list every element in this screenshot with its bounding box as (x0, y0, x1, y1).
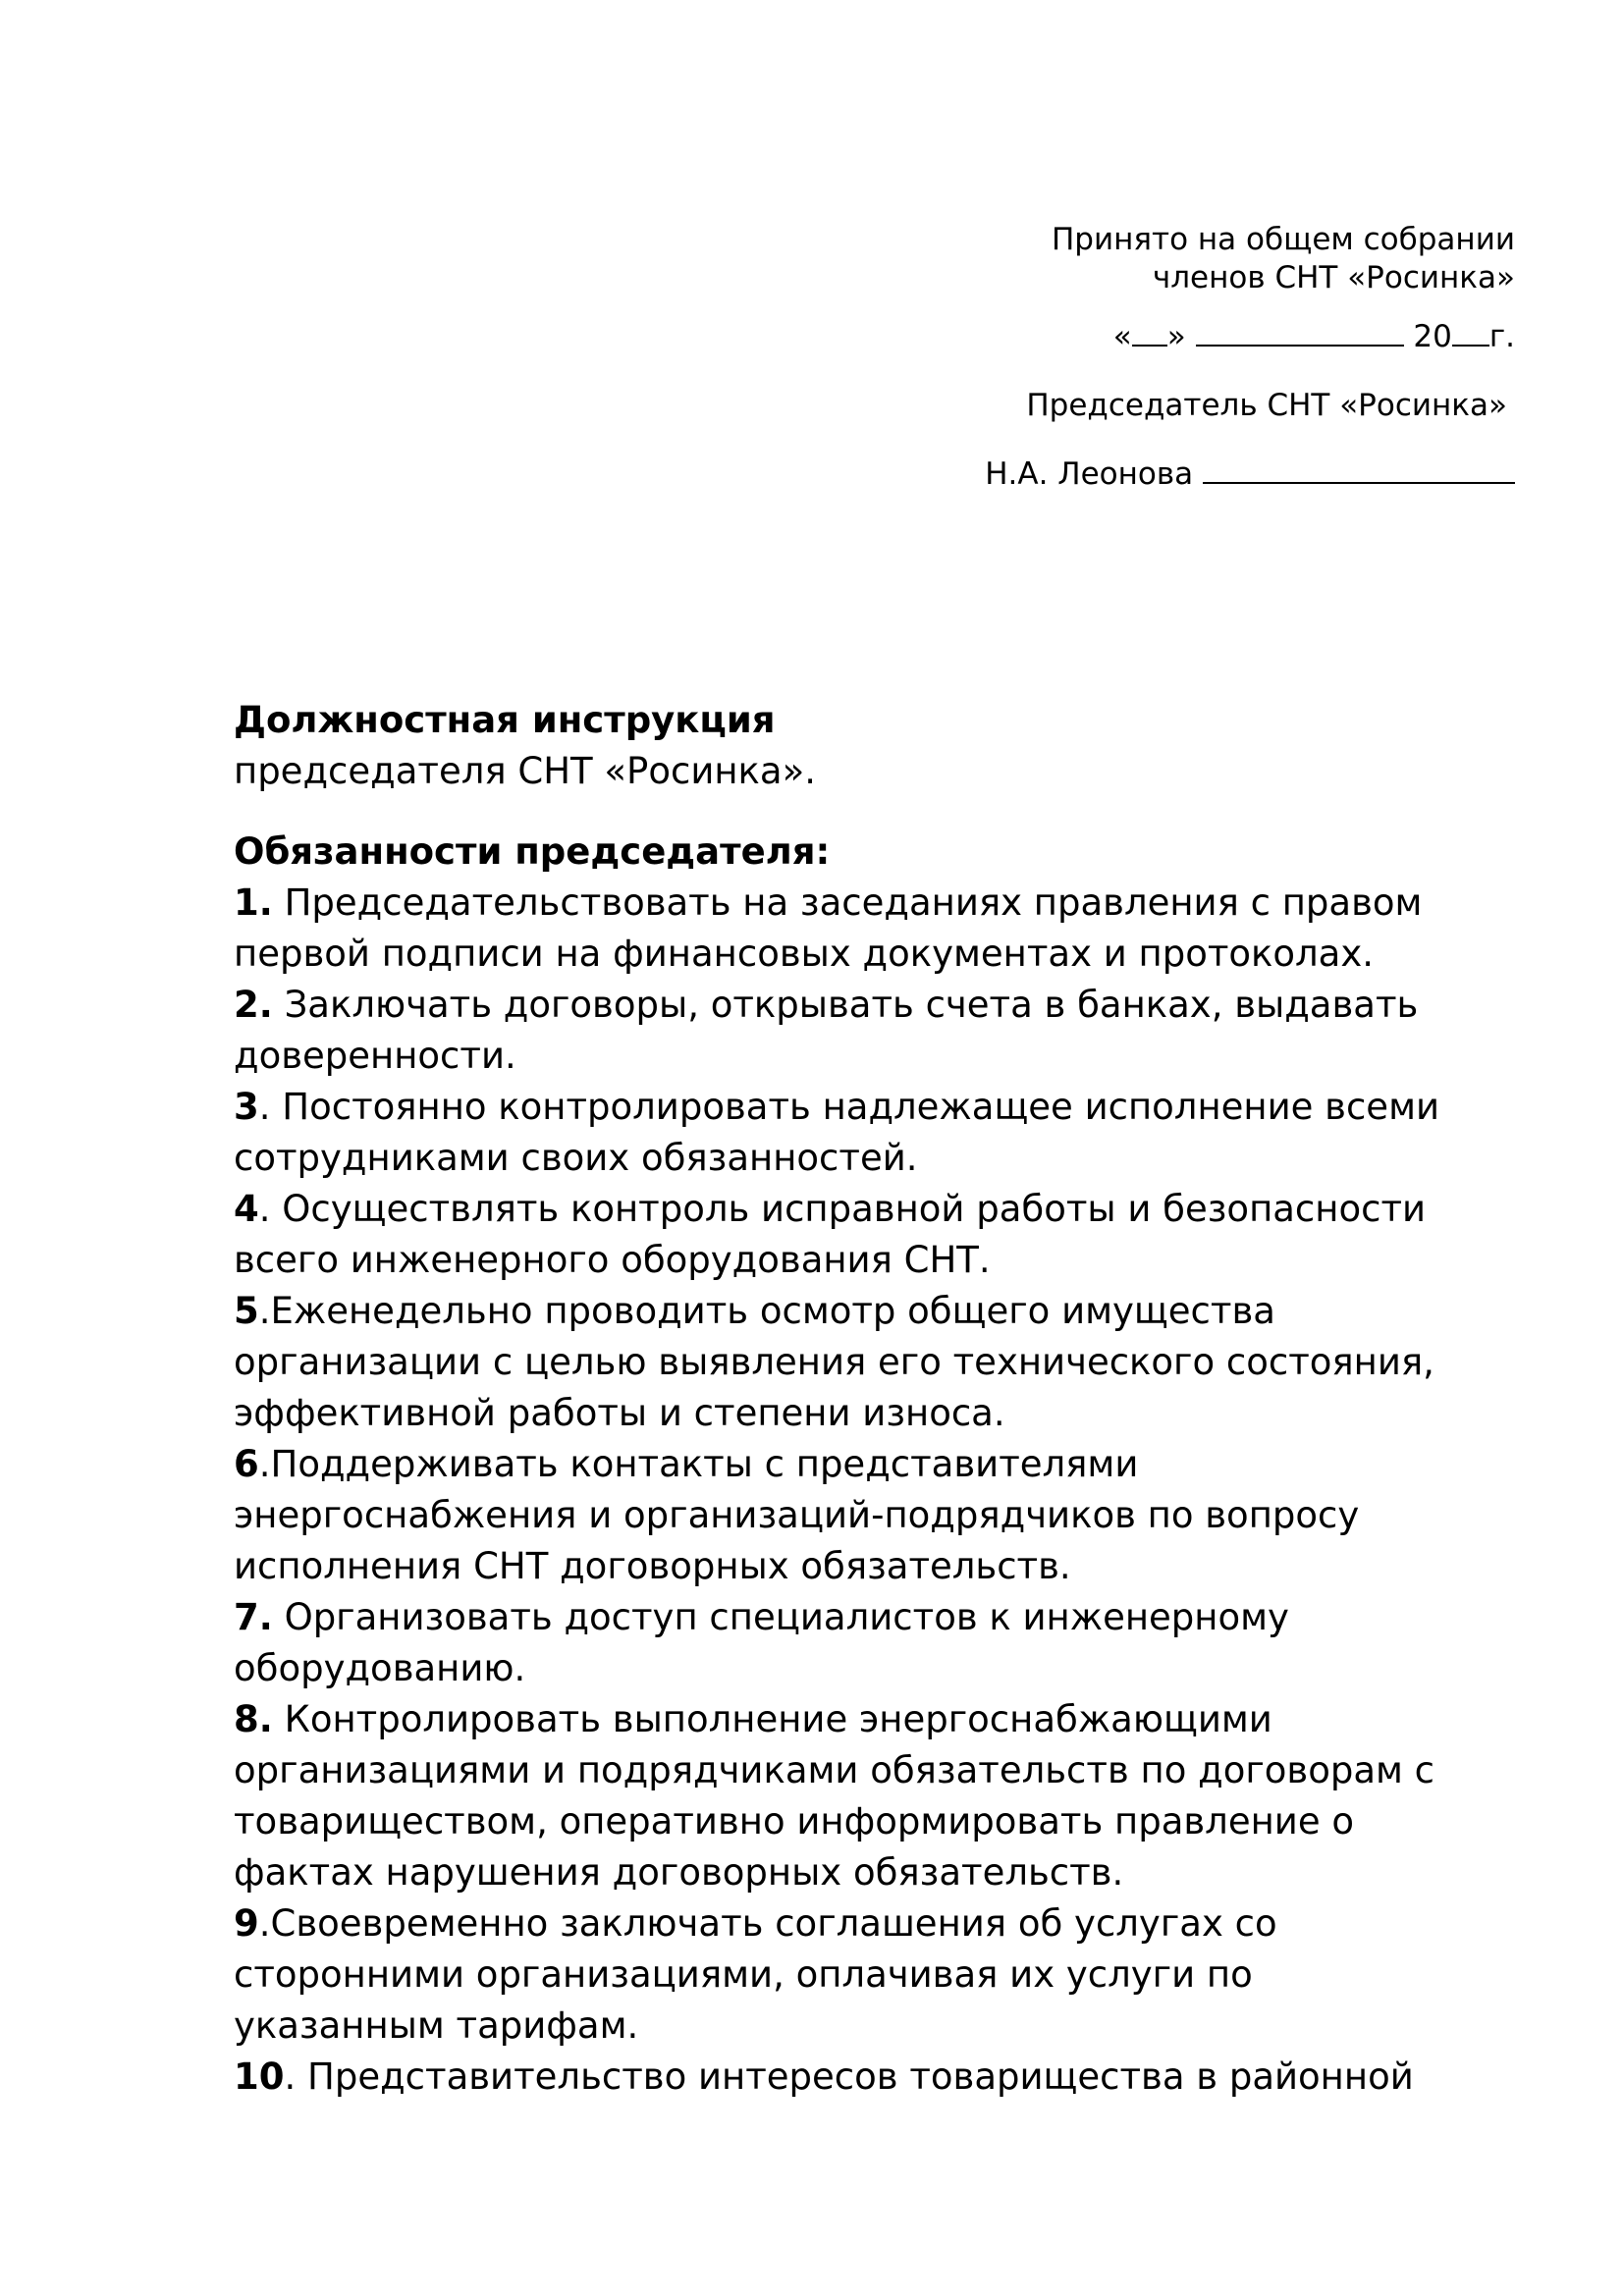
duty-text: энергоснабжения и организаций-подрядчиков по вопросу (234, 1494, 1360, 1536)
duty-text: всего инженерного оборудования СНТ. (234, 1239, 991, 1281)
duty-number: 1. (234, 881, 273, 924)
duty-text: эффективной работы и степени износа. (234, 1392, 1005, 1434)
signer-name: Н.А. Леонова (985, 456, 1203, 492)
date-month-blank (1196, 319, 1404, 347)
duty-text: фактах нарушения договорных обязательств. (234, 1851, 1124, 1894)
duty-item-2-cont (234, 1031, 1520, 1082)
duty-text: доверенности. (234, 1035, 516, 1077)
duty-text: .Своевременно заключать соглашения об услугах со (258, 1902, 1277, 1945)
duty-text: сторонними организациями, оплачивая их услуги по (234, 1953, 1253, 1996)
date-open-quote: « (1112, 319, 1132, 354)
chairman-line: Председатель СНТ «Росинка» (1026, 388, 1507, 423)
duty-text: первой подписи на финансовых документах и протоколах. (234, 933, 1375, 975)
duty-text: Председательствовать на заседаниях правления с правом (272, 881, 1423, 924)
duty-item-1 (234, 878, 1520, 929)
date-close-quote: » (1166, 319, 1196, 354)
duties-list (234, 878, 1520, 2103)
duty-text: исполнения СНТ договорных обязательств. (234, 1545, 1071, 1587)
duty-item-8-cont (234, 1745, 1520, 1796)
duty-item-8 (234, 1694, 1520, 1745)
duty-item-9 (234, 1898, 1520, 1949)
duty-number: 9 (234, 1902, 259, 1945)
duty-text: Контролировать выполнение энергоснабжающими (272, 1698, 1272, 1740)
duty-item-3 (234, 1082, 1520, 1133)
duty-item-2 (234, 980, 1520, 1031)
duty-text: товариществом, оперативно информировать правление о (234, 1800, 1354, 1842)
date-year-suffix: г. (1488, 319, 1515, 354)
duty-text: указанным тарифам. (234, 2004, 639, 2047)
duty-number: 3 (234, 1086, 259, 1128)
duty-number: 8. (234, 1698, 273, 1740)
duty-number: 7. (234, 1596, 273, 1638)
approval-date-line (828, 318, 1515, 356)
duties-heading: Обязанности председателя: (234, 830, 831, 873)
duty-item-9-cont (234, 1949, 1520, 2001)
duty-number: 5 (234, 1290, 259, 1332)
document-title: Должностная инструкция (234, 699, 776, 741)
duty-item-10 (234, 2052, 1520, 2103)
duty-number: 2. (234, 984, 273, 1026)
document-body (234, 695, 1520, 2103)
duty-item-6-cont (234, 1541, 1520, 1592)
duty-item-8-cont (234, 1847, 1520, 1898)
date-year-blank (1452, 319, 1489, 347)
duty-text: организациями и подрядчиками обязательств по договорам с (234, 1749, 1435, 1791)
duty-item-1-cont (234, 929, 1520, 980)
duty-text: .Поддерживать контакты с представителями (258, 1443, 1139, 1485)
date-year-prefix: 20 (1403, 319, 1452, 354)
duty-item-4 (234, 1184, 1520, 1235)
duty-text: Организовать доступ специалистов к инженерному (272, 1596, 1289, 1638)
signature-line (828, 455, 1515, 494)
date-day-blank (1132, 319, 1167, 347)
duty-item-3-cont (234, 1133, 1520, 1184)
duty-item-7 (234, 1592, 1520, 1643)
duty-item-5-cont (234, 1337, 1520, 1388)
approval-block (828, 221, 1515, 494)
duty-item-7-cont (234, 1643, 1520, 1694)
duty-number: 6 (234, 1443, 259, 1485)
duty-text: . Постоянно контролировать надлежащее исполнение всеми (258, 1086, 1440, 1128)
signature-blank (1203, 456, 1515, 484)
duty-item-9-cont (234, 2001, 1520, 2052)
duty-item-4-cont (234, 1235, 1520, 1286)
duty-text: Заключать договоры, открывать счета в банках, выдавать (272, 984, 1419, 1026)
duty-item-8-cont (234, 1796, 1520, 1847)
duty-text: сотрудниками своих обязанностей. (234, 1137, 918, 1179)
duty-item-6 (234, 1439, 1520, 1490)
duty-text: . Осуществлять контроль исправной работы и безопасности (258, 1188, 1427, 1230)
duty-text: оборудованию. (234, 1647, 526, 1689)
duty-item-6-cont (234, 1490, 1520, 1541)
approval-line-1: Принято на общем собрании (1051, 222, 1515, 257)
duty-item-5-cont (234, 1388, 1520, 1439)
duty-text: организации с целью выявления его технического состояния, (234, 1341, 1434, 1383)
duty-item-5 (234, 1286, 1520, 1337)
approval-line-2: членов СНТ «Росинка» (1152, 260, 1515, 295)
duty-text: .Еженедельно проводить осмотр общего имущества (258, 1290, 1275, 1332)
duty-number: 10 (234, 2056, 285, 2098)
document-subtitle: председателя СНТ «Росинка». (234, 750, 816, 792)
duty-text: . Представительство интересов товарищества в районной (284, 2056, 1414, 2098)
duty-number: 4 (234, 1188, 259, 1230)
